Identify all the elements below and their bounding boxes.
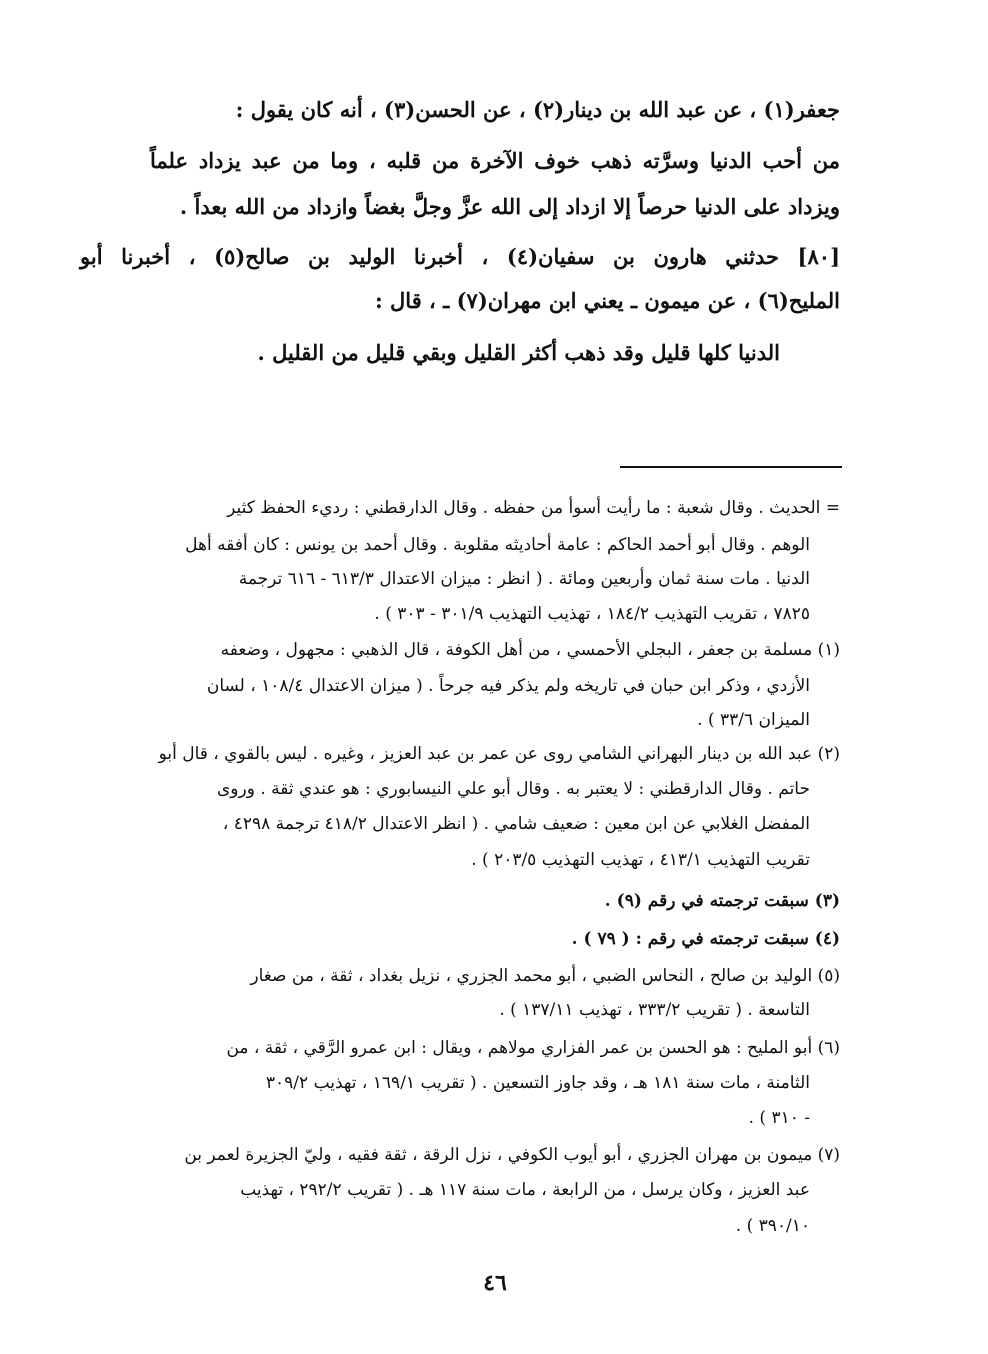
footnote-separator [620, 466, 842, 468]
footnote-line: الوهم . وقال أبو أحمد الحاكم : عامة أحاديثه مقلوبة . وقال أحمد بن يونس : كان أفقه أهل [185, 535, 810, 555]
footnote-line: تقريب التهذيب ٤١٣/١ ، تهذيب التهذيب ٢٠٣/٥ ) . [471, 850, 810, 870]
footnote-line: (٥) الوليد بن صالح ، النحاس الضبي ، أبو محمد الجزري ، نزيل بغداد ، ثقة ، من صغار [250, 966, 840, 986]
page-number: ٤٦ [483, 1270, 507, 1296]
main-line: جعفر(١) ، عن عبد الله بن دينار(٢) ، عن الحسن(٣) ، أنه كان يقول : [235, 97, 840, 122]
main-line: الدنيا كلها قليل وقد ذهب أكثر القليل وبقي قليل من القليل . [257, 340, 780, 365]
footnote-line: حاتم . وقال الدارقطني : لا يعتبر به . وقال أبو علي النيسابوري : هو عندي ثقة . وروى [217, 779, 810, 799]
footnote-line: ٧٨٢٥ ، تقريب التهذيب ١٨٤/٢ ، تهذيب التهذيب ٣٠١/٩ - ٣٠٣ ) . [374, 604, 810, 624]
footnote-line: = الحديث . وقال شعبة : ما رأيت أسوأ من حفظه . وقال الدارقطني : رديء الحفظ كثير [227, 498, 840, 518]
footnote-line: عبد العزيز ، وكان يرسل ، من الرابعة ، مات سنة ١١٧ هـ . ( تقريب ٢٩٢/٢ ، تهذيب [240, 1180, 810, 1200]
footnote-line: (٦) أبو المليح : هو الحسن بن عمر الفزاري مولاهم ، ويقال : ابن عمرو الرَّقي ، ثقة ، من [226, 1038, 840, 1058]
footnote-line: المفضل الغلابي عن ابن معين : ضعيف شامي . ( انظر الاعتدال ٤١٨/٢ ترجمة ٤٢٩٨ ، [222, 814, 810, 834]
footnote-line: (٤) سبقت ترجمته في رقم : ( ٧٩ ) . [571, 929, 840, 949]
footnote-line: (٢) عبد الله بن دينار البهراني الشامي روى عن عمر بن عبد العزيز ، وغيره . ليس بالقوي ، قال أبو [158, 744, 840, 764]
footnote-line: الميزان ٣٣/٦ ) . [697, 710, 810, 730]
footnote-line: التاسعة . ( تقريب ٣٣٣/٢ ، تهذيب ١٣٧/١١ ) . [499, 1000, 810, 1020]
footnote-line: (٣) سبقت ترجمته في رقم (٩) . [604, 891, 840, 911]
footnote-line: الدنيا . مات سنة ثمان وأربعين ومائة . ( انظر : ميزان الاعتدال ٦١٣/٣ - ٦١٦ ترجمة [238, 569, 810, 589]
footnote-line: الثامنة ، مات سنة ١٨١ هـ ، وقد جاوز التسعين . ( تقريب ١٦٩/١ ، تهذيب ٣٠٩/٢ [265, 1073, 810, 1093]
footnote-line: ٣٩٠/١٠ ) . [735, 1216, 810, 1236]
main-line: ويزداد على الدنيا حرصاً إلا ازداد إلى الله عزَّ وجلَّ بغضاً وازداد من الله بعداً . [179, 194, 840, 219]
footnote-line: الأزدي ، وذكر ابن حبان في تاريخه ولم يذكر فيه جرحاً . ( ميزان الاعتدال ١٠٨/٤ ، لسان [206, 676, 810, 696]
main-line: [٨٠] حدثني هارون بن سفيان(٤) ، أخبرنا الوليد بن صالح(٥) ، أخبرنا أبو [80, 244, 840, 269]
footnote-line: (٧) ميمون بن مهران الجزري ، أبو أيوب الكوفي ، نزل الرقة ، ثقة فقيه ، وليّ الجزيرة لعمر بن [184, 1145, 840, 1165]
footnote-line: - ٣١٠ ) . [748, 1108, 810, 1128]
main-line: المليح(٦) ، عن ميمون ـ يعني ابن مهران(٧) ـ ، قال : [374, 288, 840, 313]
footnote-line: (١) مسلمة بن جعفر ، البجلي الأحمسي ، من أهل الكوفة ، قال الذهبي : مجهول ، وضعفه [220, 640, 840, 660]
main-line: من أحب الدنيا وسرَّته ذهب خوف الآخرة من قلبه ، وما من عبد يزداد علماً [150, 148, 840, 173]
